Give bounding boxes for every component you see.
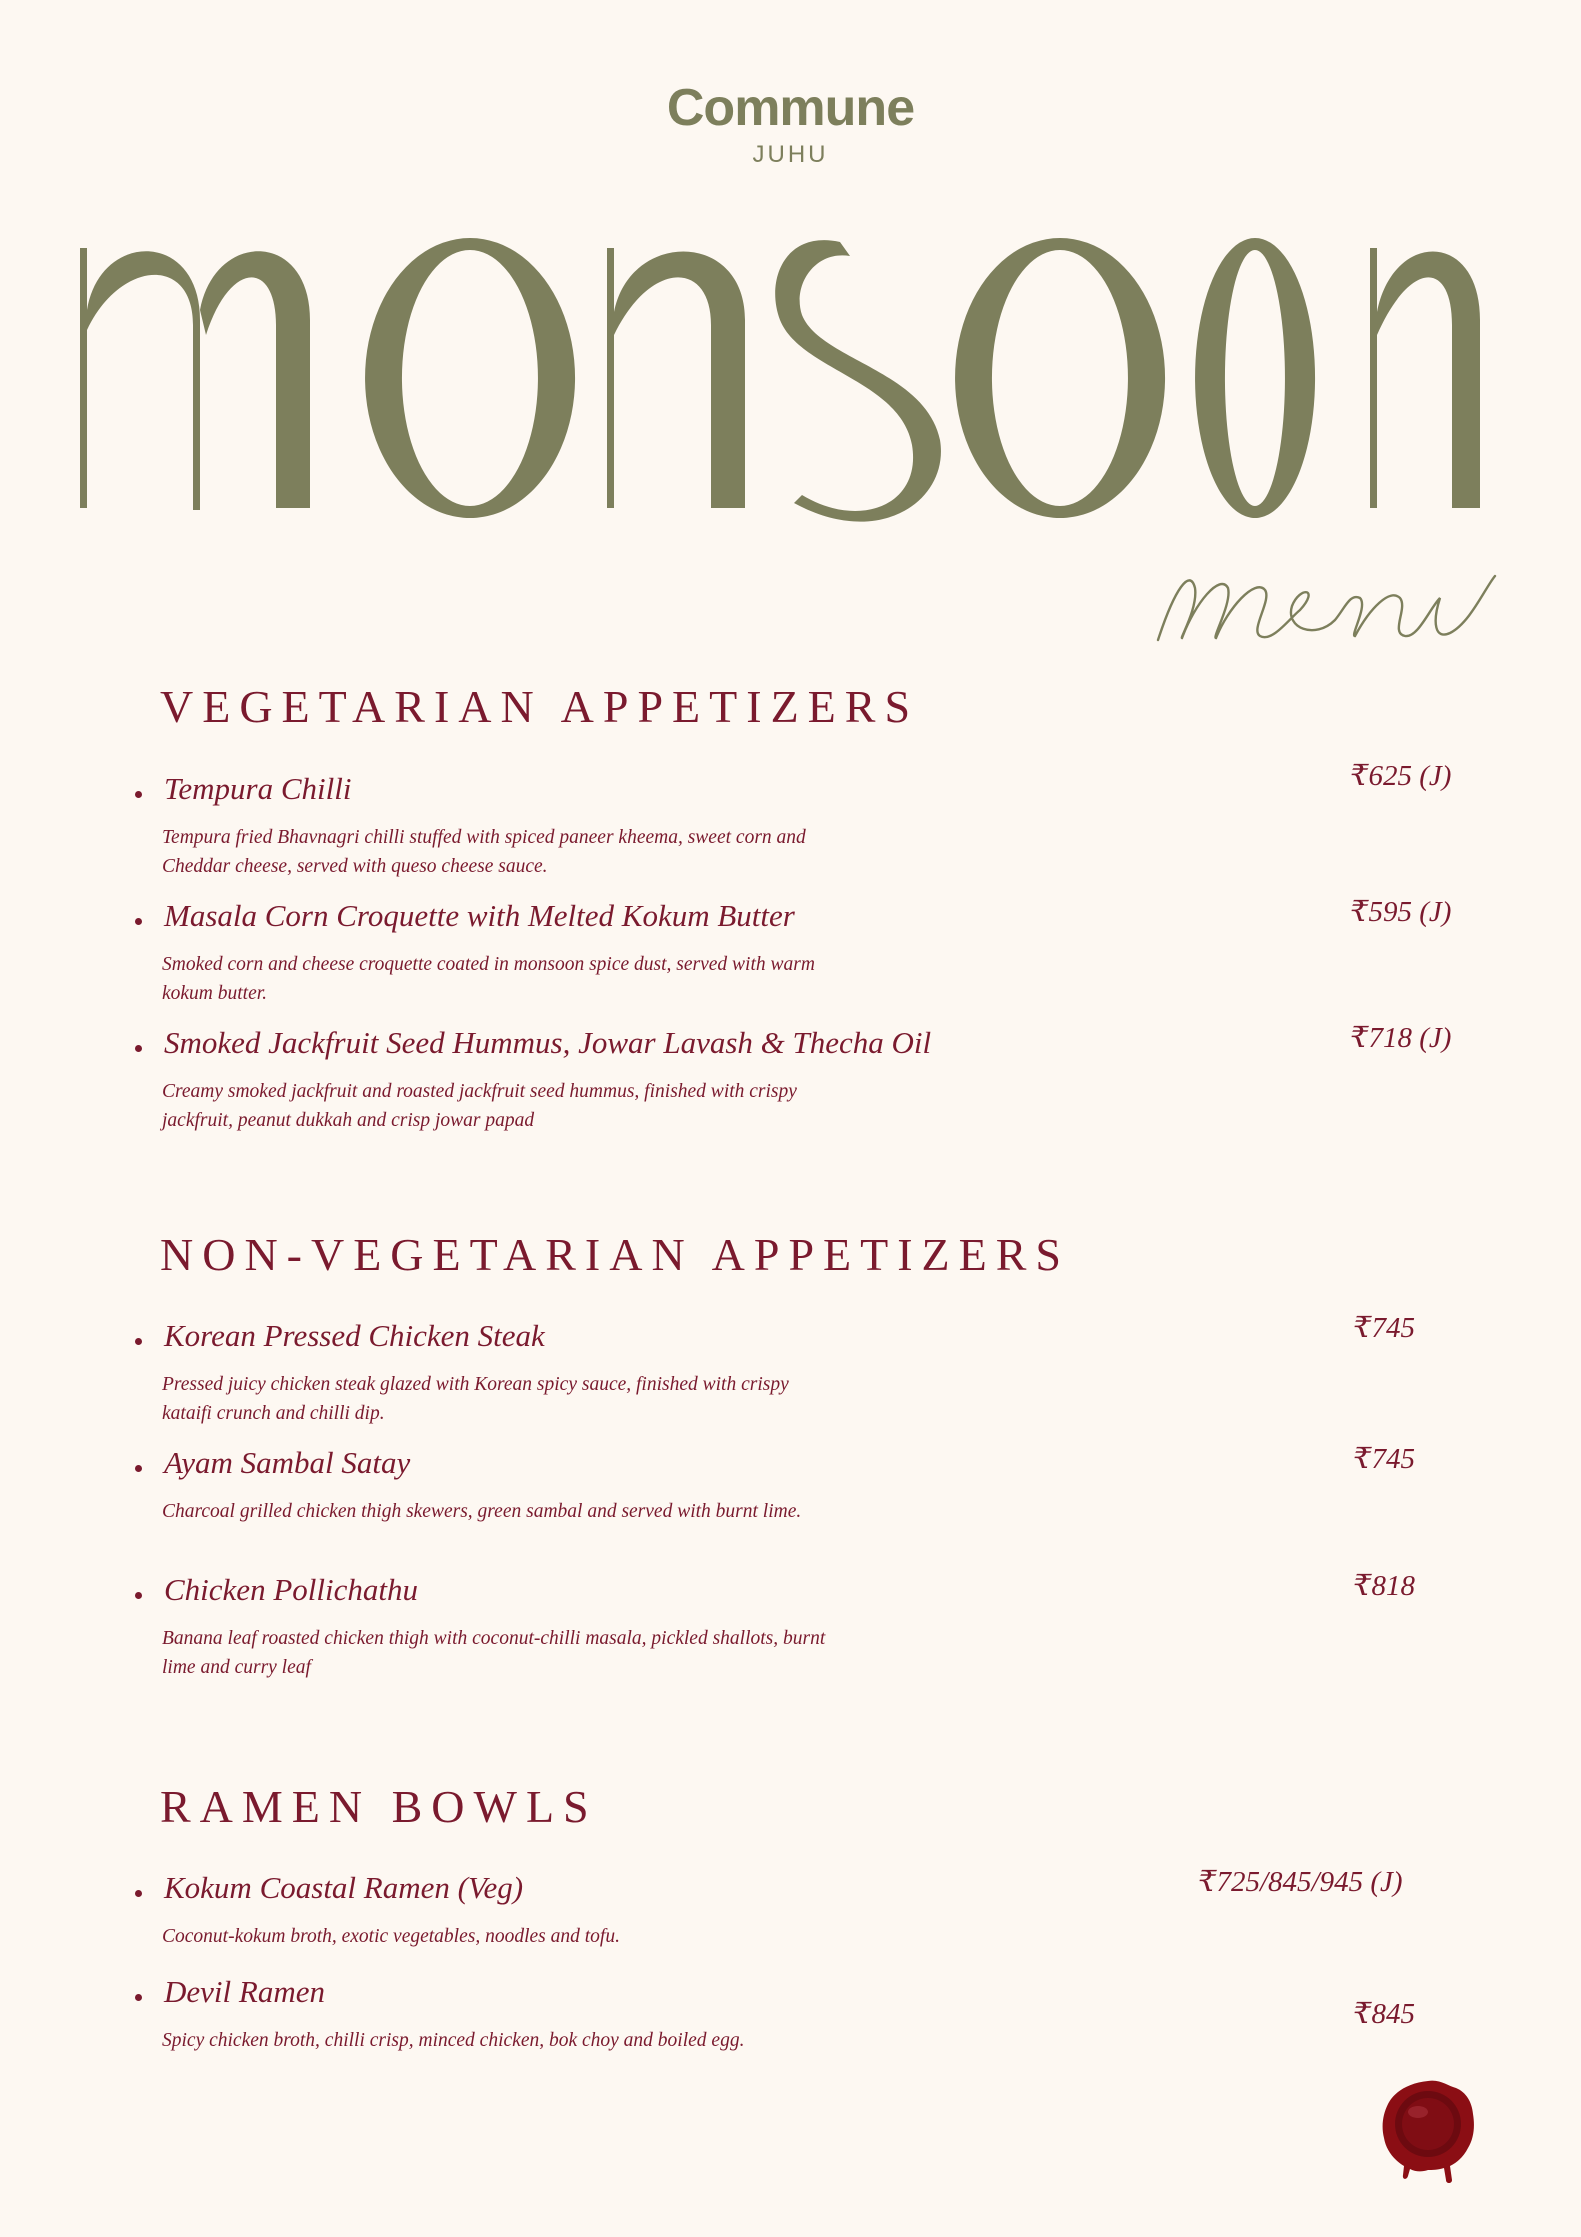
bullet-icon: [135, 1890, 142, 1897]
item-price: ₹625 (J): [1350, 760, 1452, 792]
menu-item: [135, 898, 1475, 1008]
item-name: Ayam Sambal Satay: [164, 1445, 411, 1480]
section-title-ramen: RAMEN BOWLS: [160, 1781, 598, 1832]
menu-item: [135, 1572, 1475, 1682]
item-description: Smoked corn and cheese croquette coated in monsoon spice dust, served with warm kokum butter.: [162, 954, 815, 1004]
section-title-non-vegetarian: NON-VEGETARIAN APPETIZERS: [160, 1229, 1071, 1280]
monsoon-title: [80, 220, 1485, 540]
item-name: Tempura Chilli: [164, 771, 352, 806]
item-price: ₹745: [1353, 1312, 1415, 1344]
brand-logo: Commune: [666, 79, 915, 137]
item-name: Masala Corn Croquette with Melted Kokum Butter: [164, 898, 795, 933]
item-description: Coconut-kokum broth, exotic vegetables, noodles and tofu.: [162, 1926, 620, 1947]
wax-seal-icon: [1378, 2076, 1478, 2186]
item-price: ₹725/845/945 (J): [1198, 1866, 1403, 1898]
section-title-vegetarian: VEGETARIAN APPETIZERS: [160, 681, 920, 732]
item-price: ₹595 (J): [1350, 896, 1452, 928]
menu-item: [135, 1866, 1475, 1980]
bullet-icon: [135, 1465, 142, 1472]
brand-location: JUHU: [752, 141, 829, 168]
menu-item: [135, 760, 1475, 881]
item-name: Smoked Jackfruit Seed Hummus, Jowar Lavash & Thecha Oil: [164, 1025, 932, 1060]
item-name: Devil Ramen: [164, 1974, 325, 2009]
item-price: ₹818: [1353, 1570, 1415, 1602]
bullet-icon: [135, 1338, 142, 1345]
menu-item: [135, 1974, 1475, 2084]
item-name: Kokum Coastal Ramen (Veg): [164, 1870, 524, 1905]
bullet-icon: [135, 1045, 142, 1052]
bullet-icon: [135, 791, 142, 798]
item-description: Charcoal grilled chicken thigh skewers, green sambal and served with burnt lime.: [162, 1501, 802, 1522]
bullet-icon: [135, 1994, 142, 2001]
menu-script-title: [1150, 548, 1500, 658]
menu-item: [135, 1312, 1475, 1428]
item-name: Korean Pressed Chicken Steak: [164, 1318, 545, 1353]
menu-item: [135, 1022, 1475, 1135]
menu-item: [135, 1445, 1475, 1555]
item-description: Spicy chicken broth, chilli crisp, minced chicken, bok choy and boiled egg.: [162, 2030, 745, 2051]
item-description: Creamy smoked jackfruit and roasted jackfruit seed hummus, finished with crispy jackfruit, peanut dukkah and crisp jowar papad: [162, 1081, 797, 1131]
bullet-icon: [135, 1592, 142, 1599]
item-price: ₹845: [1353, 1998, 1415, 2030]
item-description: Tempura fried Bhavnagri chilli stuffed with spiced paneer kheema, sweet corn and Cheddar cheese, served with queso cheese sauce.: [162, 827, 806, 877]
bullet-icon: [135, 918, 142, 925]
item-price: ₹745: [1353, 1443, 1415, 1475]
item-price: ₹718 (J): [1350, 1022, 1452, 1054]
item-name: Chicken Pollichathu: [164, 1572, 418, 1607]
item-description: Pressed juicy chicken steak glazed with Korean spicy sauce, finished with crispy kataifi crunch and chilli dip.: [162, 1374, 789, 1424]
item-description: Banana leaf roasted chicken thigh with coconut-chilli masala, pickled shallots, burnt lime and curry leaf: [162, 1628, 826, 1678]
